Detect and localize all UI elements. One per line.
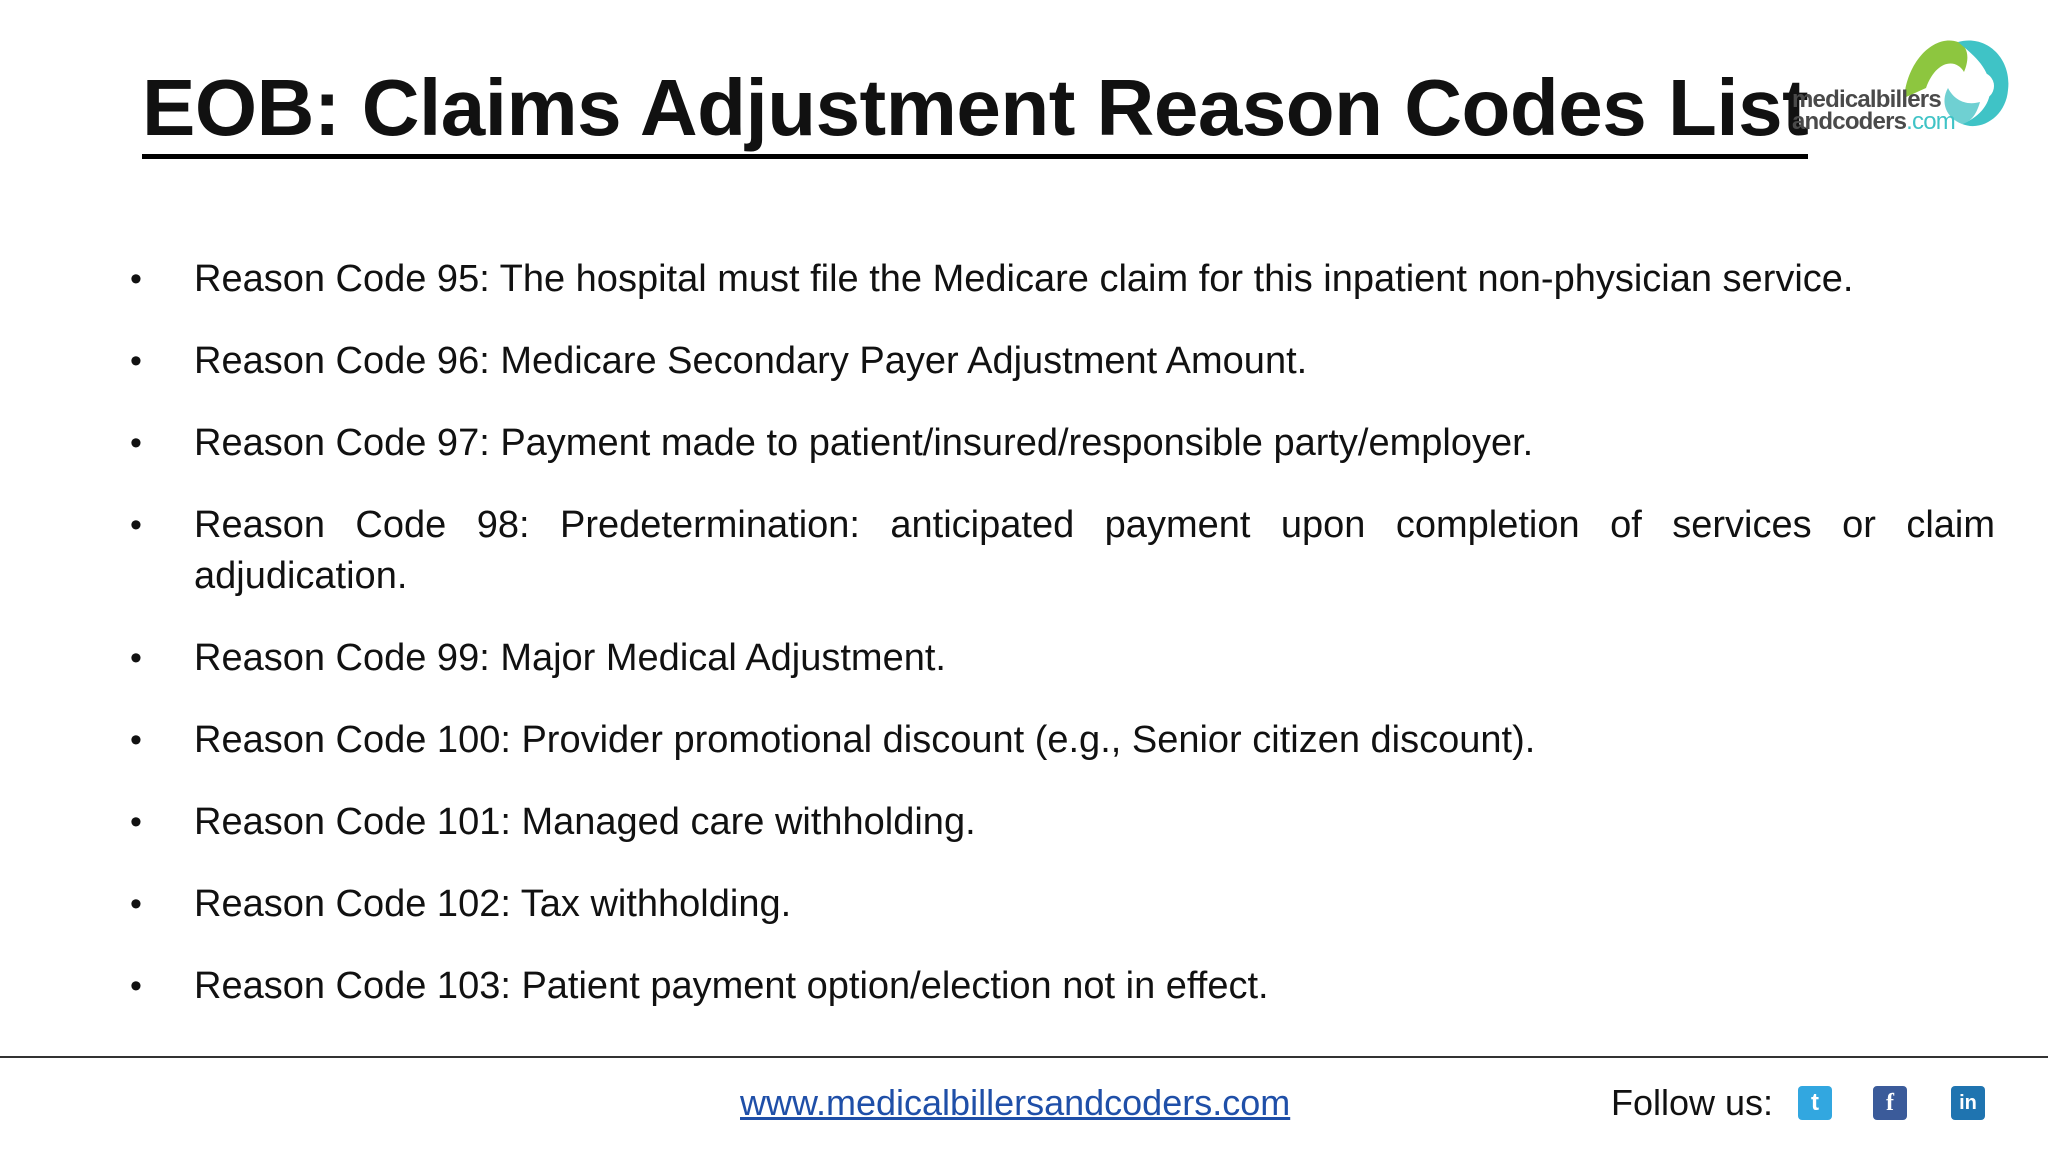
reason-code-text: Reason Code 103: Patient payment option/election not in effect.: [194, 965, 1269, 1007]
bullet: •: [130, 506, 142, 544]
reason-code-text: Reason Code 101: Managed care withholding.: [194, 801, 976, 843]
linkedin-icon[interactable]: in: [1951, 1086, 1985, 1120]
reason-code-text: Reason Code 97: Payment made to patient/insured/responsible party/employer.: [194, 422, 1534, 464]
logo-text-suffix: .com: [1906, 108, 1955, 135]
company-logo: [1786, 28, 2026, 148]
reason-code-text: Reason Code 96: Medicare Secondary Payer Adjustment Amount.: [194, 340, 1308, 382]
bullet: •: [130, 639, 142, 677]
logo-text-line1: medicalbillers: [1792, 86, 1941, 113]
footer-divider: [0, 1056, 2048, 1058]
reason-code-text: Reason Code 100: Provider promotional discount (e.g., Senior citizen discount).: [194, 719, 1536, 761]
reason-code-text: Reason Code 98: Predetermination: anticipated payment upon completion of services or claim adjudication.: [194, 504, 1995, 597]
reason-code-text: Reason Code 102: Tax withholding.: [194, 883, 792, 925]
bullet: •: [130, 260, 142, 298]
list-item: [130, 879, 1995, 930]
reason-code-list: [130, 254, 1995, 1043]
list-item: [130, 715, 1995, 766]
list-item: [130, 500, 1995, 602]
reason-code-text: Reason Code 99: Major Medical Adjustment.: [194, 637, 946, 679]
follow-us-label: Follow us:: [1611, 1082, 1774, 1123]
facebook-icon[interactable]: f: [1873, 1086, 1907, 1120]
bullet: •: [130, 967, 142, 1005]
website-link[interactable]: www.medicalbillersandcoders.com: [740, 1082, 1291, 1123]
bullet: •: [130, 803, 142, 841]
bullet: •: [130, 885, 142, 923]
list-item: [130, 336, 1995, 387]
list-item: [130, 633, 1995, 684]
page-title: EOB: Claims Adjustment Reason Codes List: [142, 68, 1808, 159]
bullet: •: [130, 342, 142, 380]
twitter-icon[interactable]: t: [1798, 1086, 1832, 1120]
list-item: [130, 797, 1995, 848]
list-item: [130, 418, 1995, 469]
list-item: [130, 961, 1995, 1012]
reason-code-text: Reason Code 95: The hospital must file the Medicare claim for this inpatient non-physician service.: [194, 258, 1854, 300]
bullet: •: [130, 424, 142, 462]
logo-text-main: andcoders: [1792, 108, 1907, 135]
list-item: [130, 254, 1995, 305]
logo-text-line2: [1792, 108, 1955, 136]
bullet: •: [130, 721, 142, 759]
